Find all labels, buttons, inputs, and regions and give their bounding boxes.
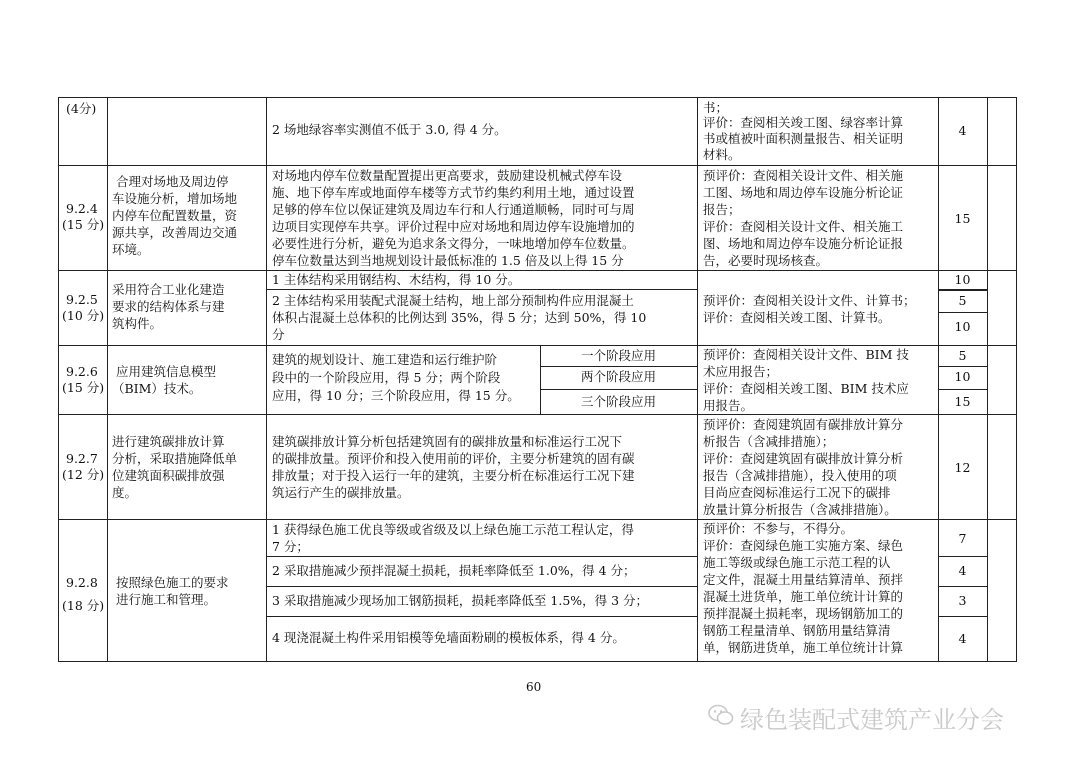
evaluation-text: 钢筋工程量清单、钢筋用量结算清 xyxy=(703,623,891,638)
evaluation-text: 报告； xyxy=(703,202,741,217)
item-title: （BIM）技术。 xyxy=(112,381,202,396)
evaluation-text: 图、场地和周边停车设施分析论证报 xyxy=(703,236,904,251)
evaluation-text: 单，钢筋进货单，施工单位统计计算 xyxy=(703,640,904,655)
row-points: (15 分) xyxy=(62,380,105,395)
row-points: (18 分) xyxy=(62,598,105,613)
item-title: 分析，采取措施降低单 xyxy=(112,451,238,466)
evaluation-text: 评价：查阅绿色施工实施方案、绿色 xyxy=(703,538,904,553)
criterion-text: 3 采取措施减少现场加工钢筋损耗，损耗率降低至 1.5%，得 3 分； xyxy=(272,593,649,608)
evaluation-text: 预评价：查阅相关设计文件、相关施 xyxy=(703,168,904,183)
score-cell: 4 xyxy=(958,123,967,138)
criterion-text: 段中的一个阶段应用，得 5 分；两个阶段 xyxy=(272,370,501,385)
evaluation-text: 书或植被叶面积测量报告、相关证明 xyxy=(703,131,904,146)
item-title: 位建筑面积碳排放强 xyxy=(112,468,225,483)
criterion-text: 1 获得绿色施工优良等级或省级及以上绿色施工示范工程认定，得 xyxy=(272,522,634,537)
score-cell: 4 xyxy=(958,631,967,646)
wechat-icon xyxy=(708,704,734,726)
evaluation-text: 材料。 xyxy=(703,147,741,162)
score-cell: 10 xyxy=(954,369,971,384)
row-points: (10 分) xyxy=(62,308,105,323)
evaluation-text: 书； xyxy=(703,100,729,115)
criterion-text: 施、地下停车库或地面停车楼等方式节约集约利用土地，通过设置 xyxy=(272,185,635,200)
item-title: 进行建筑碳排放计算 xyxy=(112,434,225,449)
evaluation-text: 定文件，混凝土用量结算清单、预拌 xyxy=(703,572,904,587)
criterion-text: 1 主体结构采用钢结构、木结构，得 10 分。 xyxy=(272,272,521,287)
criterion-text: 边项目实现停车共享。评价过程中应对场地和周边停车设施增加的 xyxy=(272,219,635,234)
evaluation-text: 放量计算分析报告（含减排措施）。 xyxy=(703,502,897,517)
score-cell: 12 xyxy=(954,460,971,475)
item-title: 按照绿色施工的要求 xyxy=(116,575,229,590)
evaluation-text: 用报告。 xyxy=(703,398,754,413)
criterion-text: 体积占混凝土总体积的比例达到 35%，得 5 分；达到 50%，得 10 xyxy=(272,310,647,325)
item-title: 筑构件。 xyxy=(112,316,163,331)
stage-label: 三个阶段应用 xyxy=(580,394,656,409)
evaluation-text: 预评价：查阅相关设计文件、计算书； xyxy=(703,293,916,308)
score-cell: 15 xyxy=(954,394,971,409)
score-cell: 5 xyxy=(958,348,967,363)
criterion-text: 停车位数量达到当地规划设计最低标准的 1.5 倍及以上得 15 分 xyxy=(272,253,624,268)
row-id: 9.2.5 xyxy=(66,292,98,307)
evaluation-text: 预评价：查阅建筑固有碳排放计算分 xyxy=(703,417,904,432)
evaluation-text: 评价：查阅相关竣工图、计算书。 xyxy=(703,310,891,325)
criterion-text: 建筑的规划设计、施工建造和运行维护阶 xyxy=(272,352,498,367)
evaluation-text: 预评价：查阅相关设计文件、BIM 技 xyxy=(703,347,909,362)
evaluation-text: 报告（含减排措施），投入使用的项 xyxy=(703,468,897,483)
row-id: 9.2.6 xyxy=(66,364,98,379)
score-cell: 3 xyxy=(958,593,967,608)
criterion-text: 7 分； xyxy=(272,539,309,554)
criterion-text: 足够的停车位以保证建筑及周边车行和人行通道顺畅，同时可与周 xyxy=(272,202,635,217)
evaluation-text: 评价：查阅相关设计文件、相关施工 xyxy=(703,219,904,234)
criterion-text: 2 采取措施减少预拌混凝土损耗，损耗率降低至 1.0%，得 4 分； xyxy=(272,563,636,578)
criterion-text: 筑运行产生的碳排放量。 xyxy=(272,485,410,500)
row-id: (4分) xyxy=(66,101,97,116)
evaluation-text: 施工等级或绿色施工示范工程的认 xyxy=(703,555,891,570)
item-title: 内停车位配置数量，资 xyxy=(112,208,238,223)
item-title: 应用建筑信息模型 xyxy=(116,364,217,379)
score-cell: 5 xyxy=(958,293,967,308)
score-cell: 10 xyxy=(954,319,971,334)
stage-label: 一个阶段应用 xyxy=(580,348,656,363)
score-cell: 7 xyxy=(958,531,967,546)
criterion-text: 2 场地绿容率实测值不低于 3.0, 得 4 分。 xyxy=(272,122,507,137)
evaluation-text: 析报告（含减排措施）； xyxy=(703,434,835,449)
criterion-text: 排放量；对于投入运行一年的建筑，主要分析在标准运行工况下建 xyxy=(272,468,635,483)
criterion-text: 应用，得 10 分；三个阶段应用，得 15 分。 xyxy=(272,388,520,403)
evaluation-text: 评价：查阅建筑固有碳排放计算分析 xyxy=(703,451,904,466)
criterion-text: 2 主体结构采用装配式混凝土结构，地上部分预制构件应用混凝土 xyxy=(272,293,634,308)
score-cell: 4 xyxy=(958,563,967,578)
page-number: 60 xyxy=(526,680,542,694)
criterion-text: 对场地内停车位数量配置提出更高要求，鼓励建设机械式停车设 xyxy=(272,168,623,183)
row-points: (12 分) xyxy=(62,467,105,482)
evaluation-text: 预评价：不参与，不得分。 xyxy=(703,521,854,536)
score-cell: 10 xyxy=(954,272,971,287)
evaluation-text: 评价：查阅相关竣工图、绿容率计算 xyxy=(703,115,904,130)
evaluation-text: 工图、场地和周边停车设施分析论证 xyxy=(703,185,904,200)
evaluation-text: 告，必要时现场核查。 xyxy=(703,253,829,268)
row-id: 9.2.4 xyxy=(66,201,98,216)
criterion-text: 建筑碳排放计算分析包括建筑固有的碳排放量和标准运行工况下 xyxy=(272,434,623,449)
evaluation-text: 预拌混凝土损耗率，现场钢筋加工的 xyxy=(703,606,904,621)
criterion-text: 4 现浇混凝土构件采用铝模等免墙面粉刷的模板体系，得 4 分。 xyxy=(272,630,625,645)
criterion-text: 的碳排放量。预评价和投入使用前的评价，主要分析建筑的固有碳 xyxy=(272,451,635,466)
evaluation-text: 混凝土进货单，施工单位统计计算的 xyxy=(703,589,904,604)
score-cell: 15 xyxy=(954,211,971,226)
watermark-text: 绿色装配式建筑产业分会 xyxy=(740,706,1004,734)
stage-label: 两个阶段应用 xyxy=(580,369,656,384)
item-title: 度。 xyxy=(112,485,138,500)
item-title: 合理对场地及周边停 xyxy=(116,174,229,189)
item-title: 源共享，改善周边交通 xyxy=(112,225,238,240)
row-id: 9.2.8 xyxy=(66,575,98,590)
item-title: 采用符合工业化建造 xyxy=(112,282,225,297)
row-id: 9.2.7 xyxy=(66,451,98,466)
evaluation-text: 目尚应查阅标准运行工况下的碳排 xyxy=(703,485,891,500)
criterion-text: 分 xyxy=(272,327,285,342)
evaluation-text: 术应用报告； xyxy=(703,364,779,379)
item-title: 进行施工和管理。 xyxy=(116,592,217,607)
item-title: 环境。 xyxy=(112,242,150,257)
item-title: 车设施分析，增加场地 xyxy=(112,191,238,206)
criterion-text: 必要性进行分析，避免为追求条文得分，一味地增加停车位数量。 xyxy=(272,236,635,251)
item-title: 要求的结构体系与建 xyxy=(112,299,225,314)
row-points: (15 分) xyxy=(62,217,105,232)
evaluation-text: 评价：查阅相关竣工图、BIM 技术应 xyxy=(703,381,909,396)
